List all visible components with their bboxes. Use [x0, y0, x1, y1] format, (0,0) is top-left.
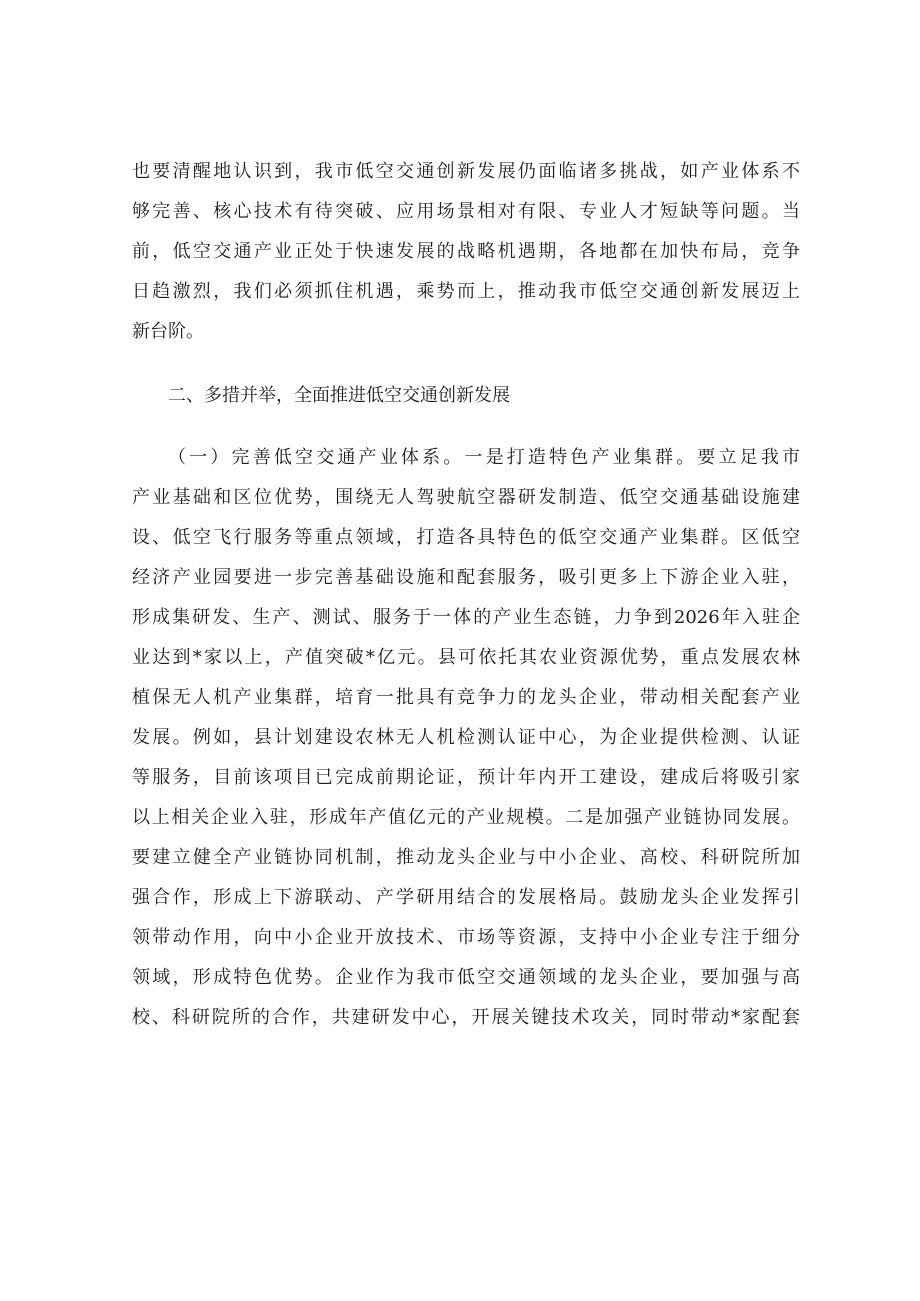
text-line: 校、科研院所的合作，共建研发中心，开展关键技术攻关，同时带动*家配套: [132, 1007, 800, 1028]
text-line: 新台阶。: [132, 321, 204, 342]
text-line: 够完善、核心技术有待突破、应用场景相对有限、专业人才短缺等问题。当: [132, 201, 800, 222]
text-line: 设、低空飞行服务等重点领域，打造各具特色的低空交通产业集群。区低空: [132, 527, 800, 548]
text-line: 形成集研发、生产、测试、服务于一体的产业生态链，力争到2026年入驻企: [132, 607, 800, 628]
text-line: 发展。例如，县计划建设农林无人机检测认证中心，为企业提供检测、认证: [132, 727, 800, 748]
text-line: 领带动作用，向中小企业开放技术、市场等资源，支持中小企业专注于细分: [132, 927, 800, 948]
text-line: 前，低空交通产业正处于快速发展的战略机遇期，各地都在加快布局，竞争: [132, 241, 800, 262]
section-heading: 二、多措并举，全面推进低空交通创新发展: [168, 385, 510, 406]
text-line: 领域，形成特色优势。企业作为我市低空交通领域的龙头企业，要加强与高: [132, 967, 800, 988]
text-line: 业达到*家以上，产值突破*亿元。县可依托其农业资源优势，重点发展农林: [132, 647, 800, 668]
text-line: 也要清醒地认识到，我市低空交通创新发展仍面临诸多挑战，如产业体系不: [132, 161, 800, 182]
text-line: 植保无人机产业集群，培育一批具有竞争力的龙头企业，带动相关配套产业: [132, 687, 800, 708]
paragraph-challenges: [132, 152, 800, 352]
paragraph-industry-system: [132, 438, 800, 1038]
text-line: 等服务，目前该项目已完成前期论证，预计年内开工建设，建成后将吸引家: [132, 767, 800, 788]
text-line: 要建立健全产业链协同机制，推动龙头企业与中小企业、高校、科研院所加: [132, 847, 800, 868]
text-line: （一）完善低空交通产业体系。一是打造特色产业集群。要立足我市: [168, 447, 800, 468]
text-line: 产业基础和区位优势，围绕无人驾驶航空器研发制造、低空交通基础设施建: [132, 487, 800, 508]
text-line: 强合作，形成上下游联动、产学研用结合的发展格局。鼓励龙头企业发挥引: [132, 887, 800, 908]
text-line: 日趋激烈，我们必须抓住机遇，乘势而上，推动我市低空交通创新发展迈上: [132, 281, 800, 302]
text-line: 经济产业园要进一步完善基础设施和配套服务，吸引更多上下游企业入驻，: [132, 567, 800, 588]
text-line: 以上相关企业入驻，形成年产值亿元的产业规模。二是加强产业链协同发展。: [132, 807, 800, 828]
document-body: [132, 152, 800, 1038]
